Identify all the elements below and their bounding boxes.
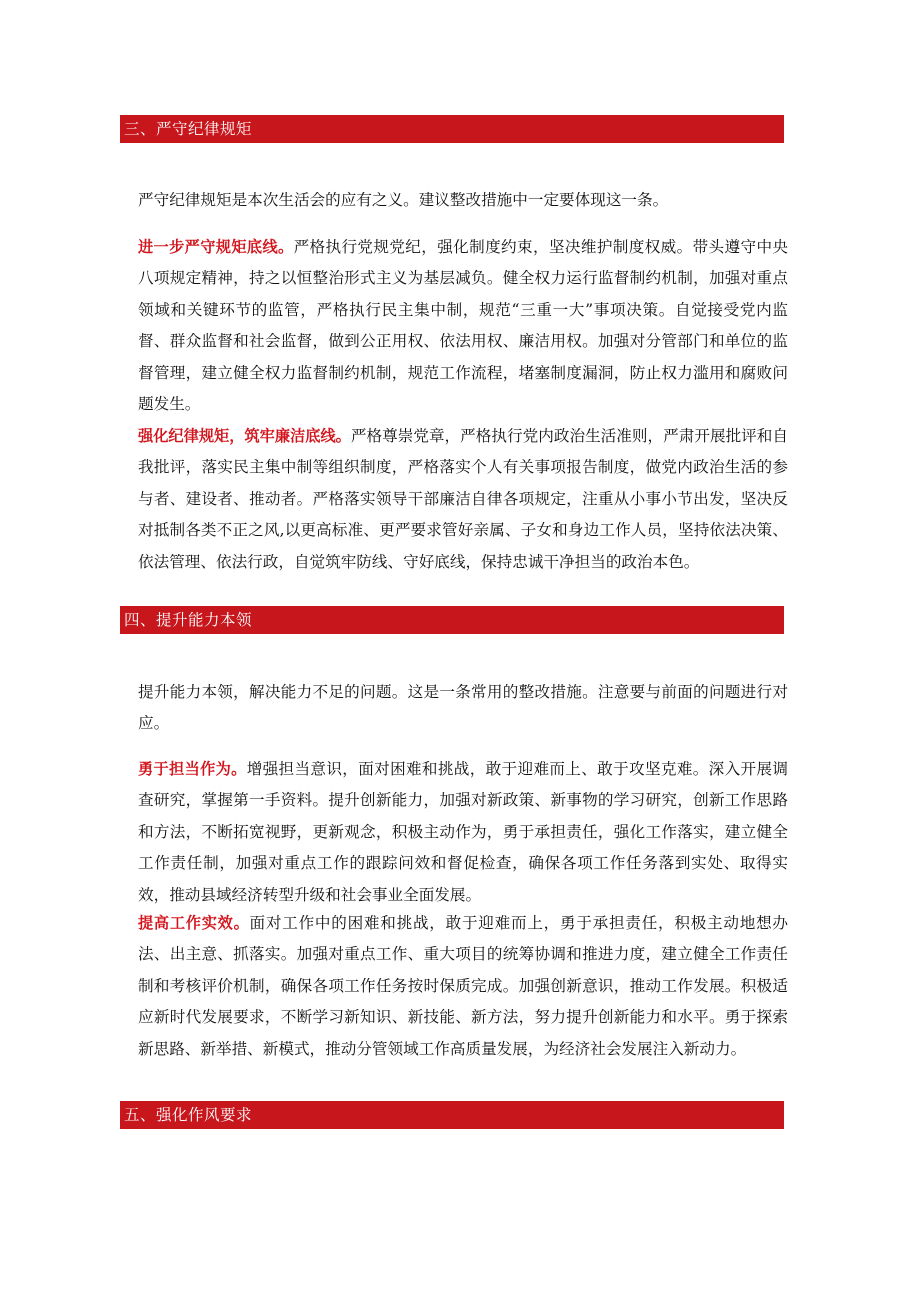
point-text: 面对工作中的困难和挑战，敢于迎难而上，勇于承担责任，积极主动地想办法、出主意、抓落实。加强对重点工作、重大项目的统筹协调和推进力度，建立健全工作责任制和考核评价机制，确保各项工作任务按时保质完成。加强创新意识，推动工作发展。积极适应新时代发展要求，不断学习新知识、新技能、新方法，努力提升创新能力和水平。勇于探索新思路、新举措、新模式，推动分管领域工作高质量发展，为经济社会发展注入新动力。 — [138, 914, 789, 1058]
point-text: 增强担当意识，面对困难和挑战，敢于迎难而上、敢于攻坚克难。深入开展调查研究，掌握第一手资料。提升创新能力，加强对新政策、新事物的学习研究，创新工作思路和方法，不断拓宽视野，更新观念，积极主动作为，勇于承担责任，强化工作落实，建立健全工作责任制，加强对重点工作的跟踪问效和督促检查，确保各项工作任务落到实处、取得实效，推动县域经济转型升级和社会事业全面发展。 — [138, 760, 789, 904]
point-paragraph — [138, 232, 788, 420]
section-heading: 五、强化作风要求 — [120, 1101, 784, 1129]
section-intro — [138, 677, 788, 740]
point-text: 严格尊崇党章，严格执行党内政治生活准则，严肃开展批评和自我批评，落实民主集中制等组织制度，严格落实个人有关事项报告制度，做党内政治生活的参与者、建设者、推动者。严格落实领导干部廉洁自律各项规定，注重从小事小节出发，坚决反对抵制各类不正之风,以更高标准、更严要求管好亲属、子女和身边工作人员，坚持依法决策、依法管理、依法行政，自觉筑牢防线、守好底线，保持忠诚干净担当的政治本色。 — [138, 427, 788, 571]
section-heading: 四、提升能力本领 — [120, 606, 784, 634]
point-lead: 进一步严守规矩底线。 — [138, 238, 294, 256]
point-paragraph — [138, 908, 788, 1065]
point-lead: 强化纪律规矩，筑牢廉洁底线。 — [138, 427, 351, 445]
section-heading: 三、严守纪律规矩 — [120, 115, 784, 143]
point-text: 严格执行党规党纪，强化制度约束，坚决维护制度权威。带头遵守中央八项规定精神，持之以恒整治形式主义为基层减负。健全权力运行监督制约机制，加强对重点领域和关键环节的监管，严格执行民主集中制，规范“三重一大”事项决策。自觉接受党内监督、群众监督和社会监督，做到公正用权、依法用权、廉洁用权。加强对分管部门和单位的监督管理，建立健全权力监督制约机制，规范工作流程，堵塞制度漏洞，防止权力滥用和腐败问题发生。 — [138, 238, 788, 414]
section-intro — [138, 185, 788, 216]
intro-text: 严守纪律规矩是本次生活会的应有之义。建议整改措施中一定要体现这一条。 — [138, 191, 669, 209]
point-lead: 勇于担当作为。 — [138, 760, 247, 778]
point-lead: 提高工作实效。 — [138, 914, 250, 932]
intro-text: 提升能力本领，解决能力不足的问题。这是一条常用的整改措施。注意要与前面的问题进行对应。 — [138, 683, 788, 733]
point-paragraph — [138, 421, 788, 578]
point-paragraph — [138, 754, 788, 911]
